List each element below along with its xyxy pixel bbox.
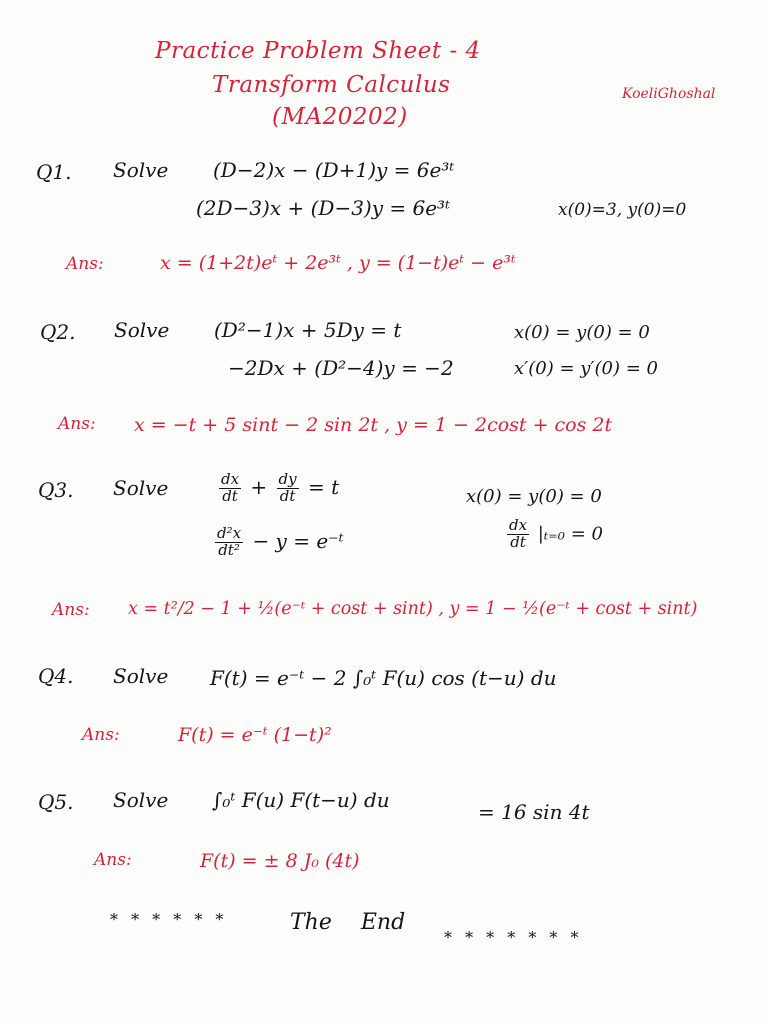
q2-label: Q2.	[40, 320, 76, 344]
q1-equation-2: (2D−3)x + (D−3)y = 6e³ᵗ	[196, 196, 451, 220]
q2-solve: Solve	[114, 318, 170, 342]
q3-initial-conditions-2	[504, 518, 603, 551]
footer-stars-right: * * * * * * *	[444, 928, 583, 947]
q2-initial-conditions-1: x(0) = y(0) = 0	[514, 322, 650, 343]
q3-initial-conditions-1: x(0) = y(0) = 0	[466, 486, 602, 507]
fraction-numerator: dx	[509, 516, 528, 534]
sheet-title: Practice Problem Sheet - 4	[155, 38, 481, 64]
the-end-text: The End	[290, 910, 406, 935]
q2-answer: x = −t + 5 sint − 2 sin 2t , y = 1 − 2cost + cos 2t	[134, 414, 613, 436]
q3-solve: Solve	[113, 476, 169, 500]
q5-answer-label: Ans:	[94, 850, 132, 870]
q4-label: Q4.	[38, 664, 74, 688]
q1-answer-label: Ans:	[66, 254, 104, 274]
q2-equation-1: (D²−1)x + 5Dy = t	[214, 318, 402, 342]
fraction-denominator: dt²	[218, 540, 240, 559]
q3-answer: x = t²/2 − 1 + ½(e⁻ᵗ + cost + sint) , y = 1 − ½(e⁻ᵗ + cost + sint)	[128, 599, 698, 619]
q3-dy-dt-fraction	[277, 472, 299, 505]
q3-dx-dt-fraction	[219, 472, 241, 505]
q5-equation-rhs: = 16 sin 4t	[478, 800, 590, 824]
q4-equation: F(t) = e⁻ᵗ − 2 ∫₀ᵗ F(u) cos (t−u) du	[210, 666, 557, 690]
q2-answer-label: Ans:	[58, 414, 96, 434]
footer-stars-left: * * * * * *	[110, 910, 228, 929]
q1-label: Q1.	[36, 160, 72, 184]
q2-equation-2: −2Dx + (D²−4)y = −2	[228, 356, 454, 380]
q3-equation-2	[212, 526, 344, 559]
q3-d2x-dt2-fraction	[215, 526, 243, 559]
fraction-numerator: d²x	[217, 524, 242, 542]
q4-answer-label: Ans:	[82, 725, 120, 745]
q3-answer-label: Ans:	[52, 600, 90, 620]
course-code: (MA20202)	[272, 104, 408, 130]
q1-solve: Solve	[113, 158, 169, 182]
q5-equation: ∫₀ᵗ F(u) F(t−u) du	[212, 788, 390, 812]
fraction-denominator: dt	[510, 532, 526, 551]
q4-solve: Solve	[113, 664, 169, 688]
q1-answer: x = (1+2t)eᵗ + 2e³ᵗ , y = (1−t)eᵗ − e³ᵗ	[160, 252, 516, 274]
q3-label: Q3.	[38, 478, 74, 502]
q3-equation-1	[216, 472, 339, 505]
author-signature: KoeliGhoshal	[622, 86, 716, 102]
course-name: Transform Calculus	[212, 72, 451, 98]
q5-label: Q5.	[38, 790, 74, 814]
q5-answer: F(t) = ± 8 J₀ (4t)	[200, 850, 360, 872]
fraction-denominator: dt	[279, 486, 296, 505]
fraction-numerator: dy	[278, 470, 297, 488]
fraction-denominator: dt	[222, 486, 238, 505]
fraction-numerator: dx	[221, 470, 240, 488]
q5-solve: Solve	[113, 788, 169, 812]
q2-initial-conditions-2: x′(0) = y′(0) = 0	[514, 358, 658, 379]
q3-equation-2-rhs: − y = e⁻ᵗ	[252, 528, 344, 553]
q3-cond-evaluation: |ₜ₌₀ = 0	[537, 523, 603, 545]
q4-answer: F(t) = e⁻ᵗ (1−t)²	[178, 724, 332, 746]
q1-initial-conditions: x(0)=3, y(0)=0	[558, 200, 687, 220]
plus-sign: +	[250, 474, 268, 499]
q1-equation-1: (D−2)x − (D+1)y = 6e³ᵗ	[213, 158, 455, 182]
q3-equation-1-rhs: = t	[307, 474, 340, 499]
q3-cond-dx-dt-fraction	[507, 518, 529, 551]
